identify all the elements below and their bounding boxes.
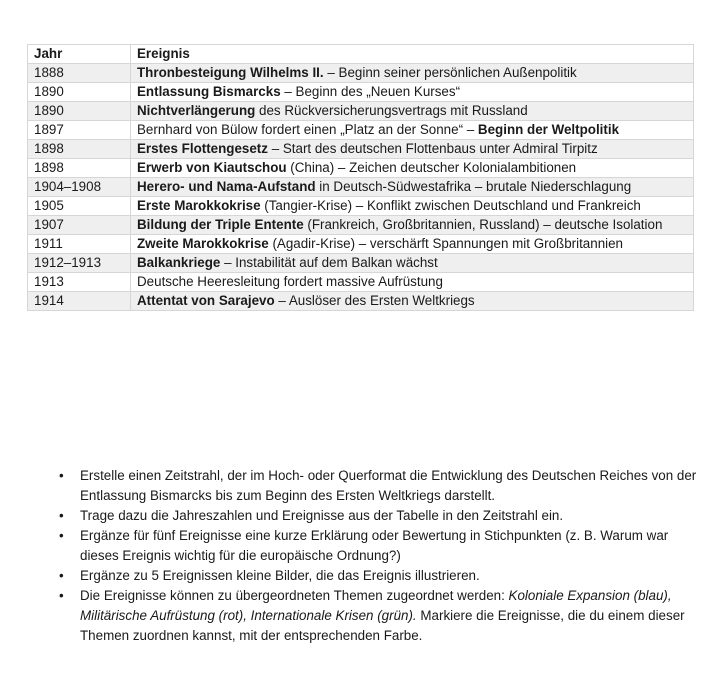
event-cell	[131, 292, 694, 311]
event-text: Deutsche Heeresleitung fordert massive Aufrüstung	[137, 274, 443, 289]
year-cell: 1907	[28, 216, 131, 235]
table-row	[28, 254, 694, 273]
event-cell	[131, 235, 694, 254]
year-cell: 1912–1913	[28, 254, 131, 273]
event-text: – Beginn des „Neuen Kurses“	[280, 84, 461, 99]
year-cell: 1905	[28, 197, 131, 216]
table-row	[28, 64, 694, 83]
year-cell: 1897	[28, 121, 131, 140]
year-cell: 1890	[28, 102, 131, 121]
table-row	[28, 83, 694, 102]
task-5-text: Die Ereignisse können zu übergeordneten Themen zugeordnet werden:	[80, 588, 509, 603]
events-table-container	[27, 44, 693, 311]
event-text: – Start des deutschen Flottenbaus unter Admiral Tirpitz	[267, 141, 598, 156]
year-cell: 1904–1908	[28, 178, 131, 197]
table-row	[28, 140, 694, 159]
event-cell	[131, 159, 694, 178]
task-item-1: • Erstelle einen Zeitstrahl, der im Hoch- oder Querformat die Entwicklung des Deutschen Reiches von der Entlassung Bismarcks bis zum Beginn des Ersten Weltkriegs darstellt.	[59, 466, 699, 506]
table-row	[28, 178, 694, 197]
event-text: – Instabilität auf dem Balkan wächst	[220, 255, 438, 270]
table-row	[28, 121, 694, 140]
event-cell	[131, 64, 694, 83]
event-cell	[131, 140, 694, 159]
event-cell	[131, 216, 694, 235]
event-bold: Erwerb von Kiautschou	[137, 160, 287, 175]
event-text: – Auslöser des Ersten Weltkriegs	[274, 293, 475, 308]
year-cell: 1911	[28, 235, 131, 254]
task-item-3: • Ergänze für fünf Ereignisse eine kurze Erklärung oder Bewertung in Stichpunkten (z. B. Warum war dieses Ereignis wichtig für die europäische Ordnung?)	[59, 526, 699, 566]
year-cell: 1914	[28, 292, 131, 311]
table-row	[28, 216, 694, 235]
event-cell	[131, 178, 694, 197]
event-bold: Beginn der Weltpolitik	[477, 122, 620, 137]
event-bold: Attentat von Sarajevo	[137, 293, 275, 308]
event-cell	[131, 121, 694, 140]
event-bold: Herero- und Nama-Aufstand	[137, 179, 316, 194]
year-cell: 1913	[28, 273, 131, 292]
event-cell	[131, 273, 694, 292]
table-row	[28, 102, 694, 121]
events-table	[27, 44, 694, 311]
event-cell	[131, 102, 694, 121]
event-bold: Balkankriege	[137, 255, 221, 270]
year-cell: 1898	[28, 140, 131, 159]
task-item-5	[59, 586, 699, 646]
event-bold: Erstes Flottengesetz	[137, 141, 268, 156]
task-item-4: • Ergänze zu 5 Ereignissen kleine Bilder, die das Ereignis illustrieren.	[59, 566, 699, 586]
year-cell: 1890	[28, 83, 131, 102]
task-5-instruction: Markiere die Ereignisse, die du einem dieser Themen zuordnen kannst, mit der entsprechenden Farbe.	[80, 608, 685, 643]
year-cell: 1898	[28, 159, 131, 178]
year-cell: 1888	[28, 64, 131, 83]
header-event: Ereignis	[131, 45, 694, 64]
event-cell	[131, 254, 694, 273]
event-text: Bernhard von Bülow fordert einen „Platz an der Sonne“ –	[137, 122, 478, 137]
event-bold: Entlassung Bismarcks	[137, 84, 281, 99]
task-list	[59, 466, 699, 646]
event-bold: Zweite Marokkokrise	[137, 236, 269, 251]
table-row	[28, 273, 694, 292]
table-row	[28, 197, 694, 216]
table-row	[28, 292, 694, 311]
task-item-2: • Trage dazu die Jahreszahlen und Ereignisse aus der Tabelle in den Zeitstrahl ein.	[59, 506, 699, 526]
event-text: (Agadir-Krise) – verschärft Spannungen mit Großbritannien	[268, 236, 624, 251]
event-text: in Deutsch-Südwestafrika – brutale Niederschlagung	[315, 179, 632, 194]
task-5-themes: Koloniale Expansion (blau), Militärische Aufrüstung (rot), Internationale Krisen (grün).	[80, 588, 672, 623]
event-text: (China) – Zeichen deutscher Kolonialambitionen	[286, 160, 577, 175]
event-cell	[131, 83, 694, 102]
table-row	[28, 159, 694, 178]
table-row	[28, 235, 694, 254]
event-text: (Tangier-Krise) – Konflikt zwischen Deutschland und Frankreich	[260, 198, 641, 213]
event-text: des Rückversicherungsvertrags mit Russland	[255, 103, 528, 118]
event-bold: Erste Marokkokrise	[137, 198, 261, 213]
table-header-row	[28, 45, 694, 64]
event-text: – Beginn seiner persönlichen Außenpolitik	[323, 65, 577, 80]
event-bold: Thronbesteigung Wilhelms II.	[137, 65, 324, 80]
event-bold: Bildung der Triple Entente	[137, 217, 304, 232]
event-bold: Nichtverlängerung	[137, 103, 256, 118]
header-year: Jahr	[28, 45, 131, 64]
event-text: (Frankreich, Großbritannien, Russland) – deutsche Isolation	[303, 217, 663, 232]
event-cell	[131, 197, 694, 216]
